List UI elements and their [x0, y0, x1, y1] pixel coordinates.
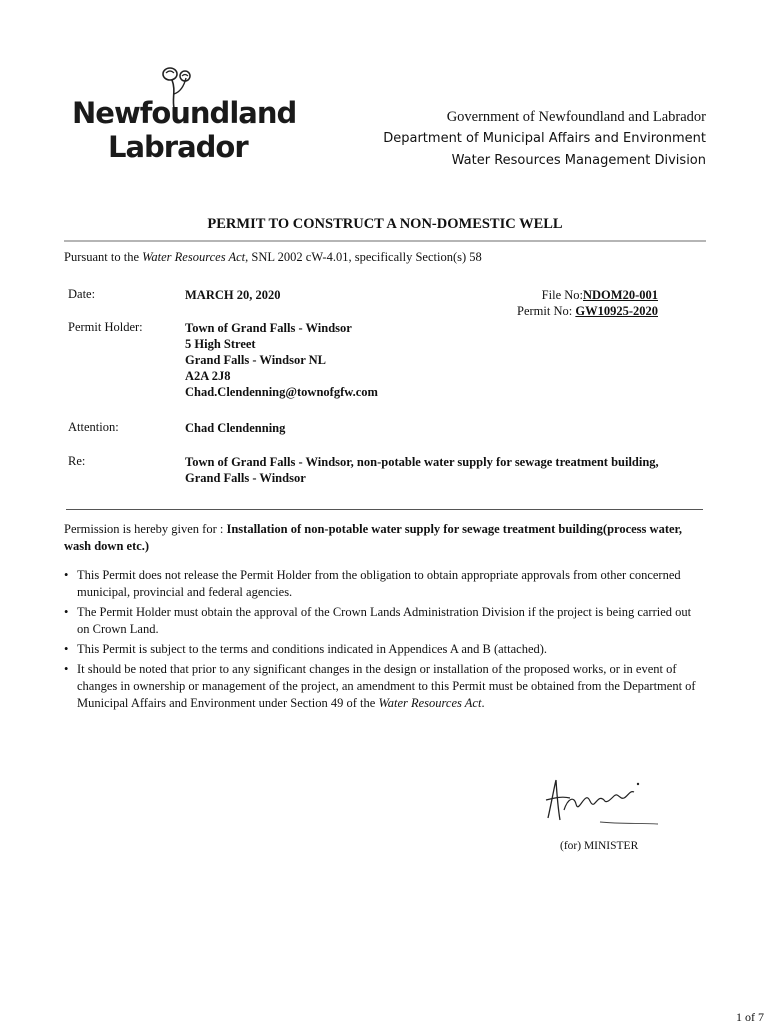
- holder-name: Town of Grand Falls - Windsor: [185, 321, 352, 335]
- bullet-icon: •: [64, 662, 69, 676]
- condition-item: • This Permit does not release the Permit Holder from the obligation to obtain appropriate approvals from other concerned municipal, provincial and federal agencies.: [64, 568, 681, 599]
- holder-email: Chad.Clendenning@townofgfw.com: [185, 385, 378, 399]
- conditions-list: [64, 567, 706, 715]
- government-name: Government of Newfoundland and Labrador: [446, 109, 706, 125]
- bullet-icon: •: [64, 568, 69, 582]
- logo-word-labrador: Labrador: [108, 130, 248, 164]
- bullet-icon: •: [64, 605, 69, 619]
- date-value: MARCH 20, 2020: [185, 288, 281, 302]
- file-number: NDOM20-001: [583, 288, 658, 302]
- government-header: [383, 106, 706, 172]
- page-number: 1 of 7: [736, 1010, 764, 1024]
- section-divider: [66, 509, 703, 510]
- department-name: Department of Municipal Affairs and Environment: [383, 131, 706, 146]
- act-name: Water Resources Act: [142, 250, 246, 264]
- holder-city: Grand Falls - Windsor NL: [185, 353, 327, 367]
- title-divider: [64, 240, 706, 242]
- re-subject: Town of Grand Falls - Windsor, non-potable water supply for sewage treatment building, Grand Falls - Windsor: [185, 455, 659, 485]
- permission-description: Installation of non-potable water supply for sewage treatment building(process water, wash down etc.): [64, 522, 683, 553]
- date-label: Date:: [68, 287, 96, 301]
- act-name: Water Resources Act: [378, 696, 482, 710]
- permission-statement: Permission is hereby given for : Installation of non-potable water supply for sewage treatment building(process water, wash down etc.): [64, 522, 683, 553]
- re-label: Re:: [68, 454, 86, 468]
- signature-caption: (for) MINISTER: [560, 840, 639, 852]
- file-number-row: File No:NDOM20-001: [541, 288, 658, 302]
- condition-item: • It should be noted that prior to any significant changes in the design or installation of the proposed works, or in event of changes in ownership or management of the project, an amendment to this Permit must be obtained from the Department of Municipal Affairs and Environment under Section 49 of the Water Resources Act.: [64, 662, 696, 710]
- file-reference-block: [517, 287, 658, 319]
- pursuant-statement: Pursuant to the Water Resources Act, SNL 2002 cW-4.01, specifically Section(s) 58: [64, 250, 482, 264]
- holder-street: 5 High Street: [185, 337, 256, 351]
- holder-postal-code: A2A 2J8: [185, 369, 231, 383]
- minister-signature: [540, 770, 660, 830]
- logo-word-newfoundland: Newfoundland: [72, 96, 297, 130]
- permit-holder-address: [185, 320, 378, 400]
- permit-holder-label: Permit Holder:: [68, 320, 143, 334]
- attention-label: Attention:: [68, 420, 119, 434]
- condition-item: • This Permit is subject to the terms and conditions indicated in Appendices A and B (attached).: [64, 642, 548, 656]
- division-name: Water Resources Management Division: [451, 153, 706, 168]
- government-logo: [70, 64, 297, 174]
- attention-value: Chad Clendenning: [185, 421, 286, 435]
- condition-item: • The Permit Holder must obtain the approval of the Crown Lands Administration Division if the project is being carried out on Crown Land.: [64, 605, 692, 636]
- permit-number-row: Permit No: GW10925-2020: [517, 304, 658, 318]
- bullet-icon: •: [64, 642, 69, 656]
- page-title: PERMIT TO CONSTRUCT A NON-DOMESTIC WELL: [207, 216, 563, 232]
- permit-number: GW10925-2020: [575, 304, 658, 318]
